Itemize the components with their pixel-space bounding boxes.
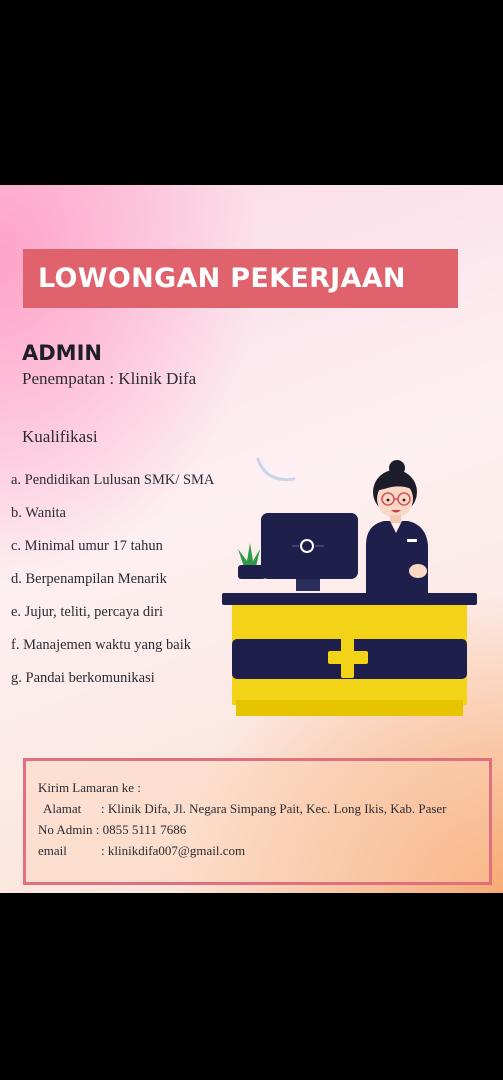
job-poster (0, 185, 503, 893)
contact-address-row (38, 801, 447, 817)
qualification-item: g. Pandai berkomunikasi (11, 670, 155, 686)
qualification-item: b. Wanita (11, 505, 66, 521)
receptionist-figure (366, 460, 428, 593)
qualification-item: f. Manajemen waktu yang baik (11, 637, 191, 653)
desk-top (222, 593, 477, 605)
contact-phone-row (38, 822, 186, 838)
computer-monitor (261, 513, 358, 591)
address-value: : Klinik Difa, Jl. Negara Simpang Pait, Kec. Long Ikis, Kab. Paser (101, 801, 447, 816)
qualification-item: d. Berpenampilan Menarik (11, 571, 167, 587)
contact-email-row (38, 843, 245, 859)
position-title: ADMIN (22, 341, 102, 365)
email-value: : klinikdifa007@gmail.com (101, 843, 246, 858)
qualifications-heading: Kualifikasi (22, 427, 98, 446)
qualification-item: a. Pendidikan Lulusan SMK/ SMA (11, 472, 215, 488)
contact-info-box (23, 758, 492, 885)
contact-heading: Kirim Lamaran ke : (38, 780, 141, 795)
email-label: email (38, 843, 67, 858)
title-banner (23, 249, 458, 308)
poster-title: LOWONGAN PEKERJAAN (38, 263, 406, 294)
address-label: Alamat (43, 801, 82, 816)
qualification-item: e. Jujur, teliti, percaya diri (11, 604, 164, 620)
qualifications-list (11, 469, 214, 700)
receptionist-illustration (214, 445, 486, 720)
qualification-item: c. Minimal umur 17 tahun (11, 538, 163, 554)
moon-arc-decoration (258, 459, 294, 480)
placement-text: Penempatan : Klinik Difa (22, 369, 197, 388)
phone-value: : 0855 5111 7686 (95, 822, 187, 837)
phone-label: No Admin (38, 822, 93, 837)
